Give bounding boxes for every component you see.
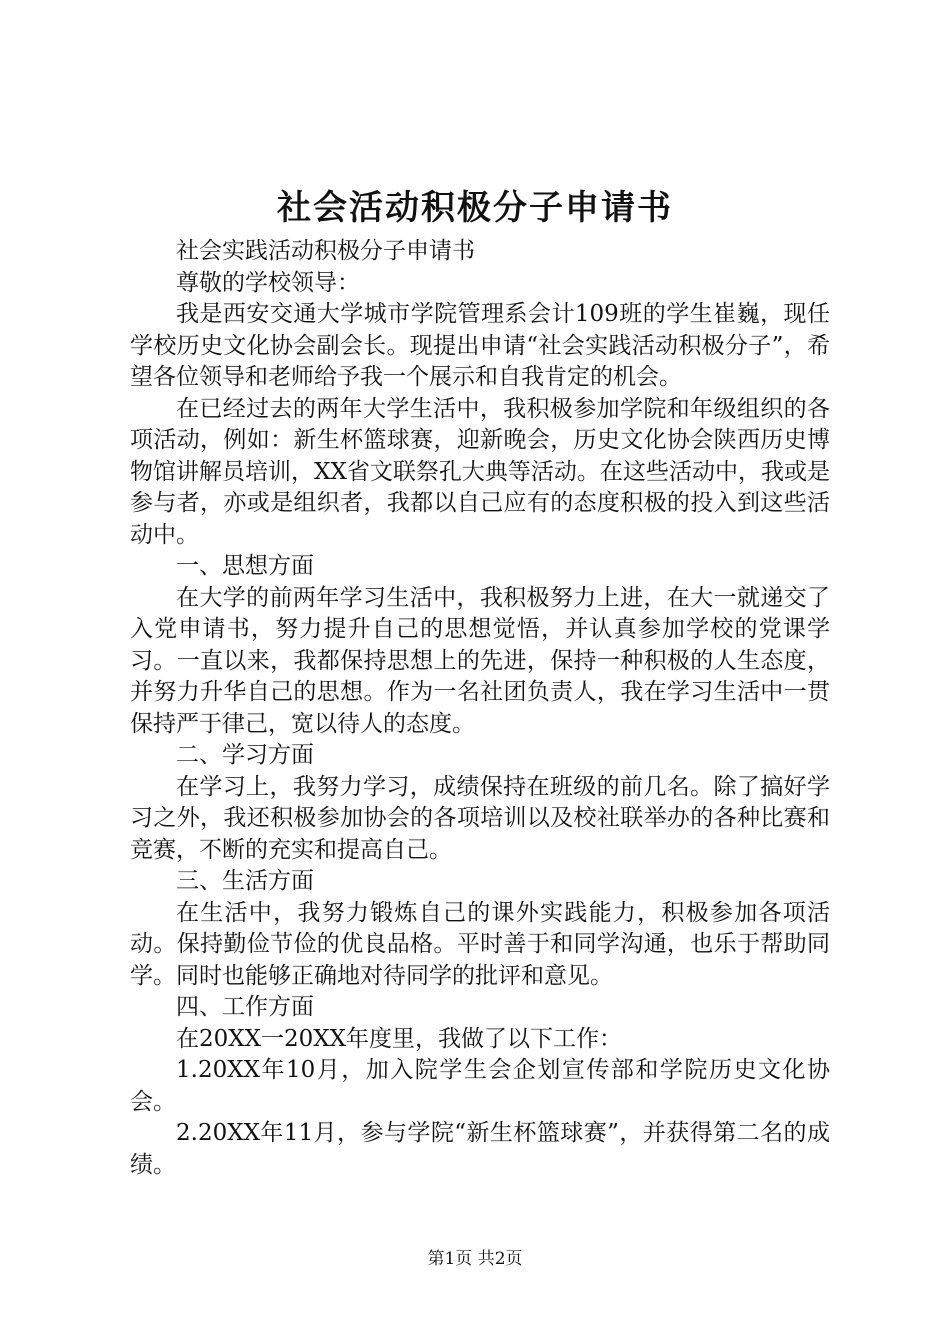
salutation: 尊敬的学校领导： bbox=[176, 269, 360, 296]
paragraph-life: 在生活中，我努力锻炼自己的课外实践能力，积极参加各项活动。保持勤俭节俭的优良品格。平时善于和同学沟通，也乐于帮助同学。同时也能够正确地对待同学的批评和意见。 bbox=[130, 899, 830, 989]
paragraph-study: 在学习上，我努力学习，成绩保持在班级的前几名。除了搞好学习之外，我还积极参加协会的各项培训以及校社联举办的各种比赛和竞赛，不断的充实和提高自己。 bbox=[130, 773, 830, 863]
section-heading-thought: 一、思想方面 bbox=[176, 553, 314, 579]
paragraph-thought: 在大学的前两年学习生活中，我积极努力上进，在大一就递交了入党申请书，努力提升自己的思想觉悟，并认真参加学校的党课学习。一直以来，我都保持思想上的先进，保持一种积极的人生态度，并努力升华自己的思想。作为一名社团负责人，我在学习生活中一贯保持严于律己，宽以待人的态度。 bbox=[130, 584, 830, 737]
subtitle-line: 社会实践活动积极分子申请书 bbox=[176, 238, 475, 264]
page-number-footer: 第1页 共2页 bbox=[427, 1249, 523, 1269]
paragraph-intro: 我是西安交通大学城市学院管理系会计109班的学生崔巍，现任学校历史文化协会副会长。现提出申请“社会实践活动积极分子”，希望各位领导和老师给予我一个展示和自我肯定的机会。 bbox=[130, 301, 830, 390]
list-item: 2.20XX年11月，参与学院“新生杯篮球赛”，并获得第二名的成绩。 bbox=[130, 1120, 830, 1178]
document-title: 社会活动积极分子申请书 bbox=[277, 188, 673, 228]
document-body bbox=[130, 236, 830, 1181]
paragraph-work-intro: 在20XX一20XX年度里，我做了以下工作： bbox=[176, 1025, 623, 1052]
paragraph-activities: 在已经过去的两年大学生活中，我积极参加学院和年级组织的各项活动，例如：新生杯篮球赛，迎新晚会，历史文化协会陕西历史博物馆讲解员培训，XX省文联祭孔大典等活动。在这些活动中，我或是参与者，亦或是组织者，我都以自己应有的态度积极的投入到这些活动中。 bbox=[130, 395, 830, 548]
list-item: 1.20XX年10月，加入院学生会企划宣传部和学院历史文化协会。 bbox=[130, 1057, 830, 1115]
section-heading-work: 四、工作方面 bbox=[176, 994, 314, 1020]
section-heading-study: 二、学习方面 bbox=[176, 742, 314, 768]
section-heading-life: 三、生活方面 bbox=[176, 868, 314, 894]
